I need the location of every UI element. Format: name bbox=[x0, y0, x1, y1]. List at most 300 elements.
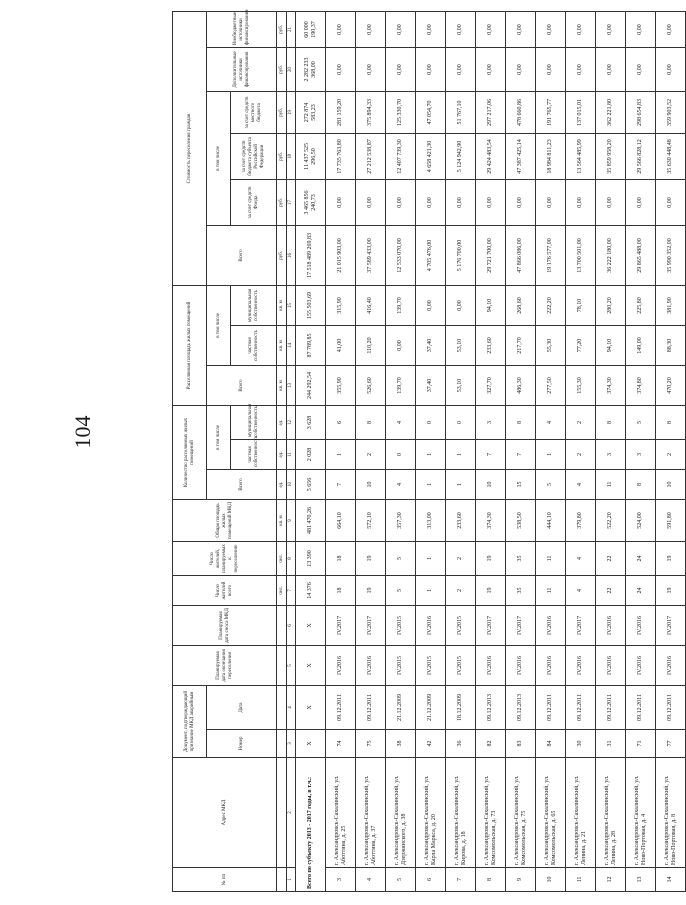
cell-doc-num: 30 bbox=[566, 730, 596, 758]
total-area-total: 244 292,54 bbox=[296, 365, 326, 405]
column-number-cell: 4 bbox=[287, 686, 296, 730]
column-number-cell: 14 bbox=[287, 325, 296, 365]
cell-doc-num: 83 bbox=[506, 730, 536, 758]
cell-area-private: 217,70 bbox=[506, 325, 536, 365]
cell-rooms-total: 7 bbox=[326, 470, 356, 500]
header-cost-subject: за счет средств бюджета субъекта Российской Федерации bbox=[231, 133, 277, 179]
cell-doc-num: 31 bbox=[596, 730, 626, 758]
cell-cost-subject: 35 630 448,48 bbox=[656, 133, 686, 179]
cell-rooms-municipal: 8 bbox=[356, 405, 386, 439]
cell-cost-local: 137 015,01 bbox=[566, 91, 596, 133]
unit-cell bbox=[277, 646, 287, 686]
cell-rooms-municipal: 3 bbox=[476, 405, 506, 439]
cell-relocation-end: IV.2016 bbox=[536, 646, 566, 686]
cell-cost-extra: 0,00 bbox=[416, 47, 446, 91]
column-number-cell: 21 bbox=[287, 11, 296, 47]
cell-relocation-end: IV.2016 bbox=[566, 646, 596, 686]
cell-cost-extra2: 0,00 bbox=[506, 11, 536, 47]
unit-cell: руб. bbox=[277, 47, 287, 91]
total-row bbox=[296, 11, 326, 891]
header-area-incl: в том числе bbox=[207, 285, 231, 365]
header-relocation-end: Планируемая дата окончания переселения bbox=[173, 646, 277, 686]
cell-residents-planned: 5 bbox=[386, 542, 416, 576]
cell-cost-local: 375 894,33 bbox=[356, 91, 386, 133]
cell-residents: 5 bbox=[386, 576, 416, 606]
cell-area-total: 470,20 bbox=[656, 365, 686, 405]
cell-cost-total: 35 990 352,00 bbox=[656, 225, 686, 285]
table-row bbox=[656, 11, 686, 891]
cell-cost-extra2: 0,00 bbox=[626, 11, 656, 47]
cell-area-private: 149,00 bbox=[626, 325, 656, 365]
cell-address: г. Александровск-Сахалинский, ул. Дзержинского, д. 38 bbox=[386, 758, 416, 868]
total-rooms-total: 5 656 bbox=[296, 470, 326, 500]
column-number-cell: 3 bbox=[287, 730, 296, 758]
unit-cell: кв. м bbox=[277, 285, 287, 325]
total-doc-num: X bbox=[296, 730, 326, 758]
cell-total-area: 522,20 bbox=[596, 500, 626, 542]
header-cost-incl: в том числе bbox=[207, 91, 231, 225]
cell-cost-subject: 5 124 942,90 bbox=[446, 133, 476, 179]
header-rooms-municipal: муниципальная собственность bbox=[231, 405, 277, 439]
cell-cost-fund: 0,00 bbox=[416, 179, 446, 225]
cell-doc-num: 75 bbox=[356, 730, 386, 758]
cell-area-private: 94,10 bbox=[596, 325, 626, 365]
cell-cost-subject: 27 212 538,87 bbox=[356, 133, 386, 179]
header-residents-planned: Число жителей, планируемых к переселению bbox=[173, 542, 277, 576]
cell-rooms-private: 0 bbox=[386, 440, 416, 470]
cell-cost-local: 47 054,70 bbox=[416, 91, 446, 133]
cell-rooms-municipal: 4 bbox=[536, 405, 566, 439]
cell-cost-fund: 0,00 bbox=[386, 179, 416, 225]
cell-residents-planned: 18 bbox=[326, 542, 356, 576]
cell-cost-subject: 17 735 763,80 bbox=[326, 133, 356, 179]
cell-rooms-municipal: 5 bbox=[626, 405, 656, 439]
cell-cost-extra2: 0,00 bbox=[386, 11, 416, 47]
cell-doc-date: 09.12.2013 bbox=[476, 686, 506, 730]
cell-area-private: 88,30 bbox=[656, 325, 686, 365]
cell-residents: 11 bbox=[536, 576, 566, 606]
cell-area-municipal: 222,20 bbox=[536, 285, 566, 325]
header-area-private: частная собственность bbox=[231, 325, 277, 365]
cell-cost-extra: 0,00 bbox=[326, 47, 356, 91]
cell-rooms-private: 1 bbox=[446, 440, 476, 470]
cell-total-area: 591,80 bbox=[656, 500, 686, 542]
cell-demolition-end: IV.2016 bbox=[626, 606, 656, 646]
relocation-table bbox=[172, 11, 686, 892]
column-number-cell: 7 bbox=[287, 576, 296, 606]
unit-cell: ед. bbox=[277, 470, 287, 500]
cell-total-area: 664,10 bbox=[326, 500, 356, 542]
header-doc-date: Дата bbox=[207, 686, 277, 730]
cell-cost-fund: 0,00 bbox=[356, 179, 386, 225]
table-body bbox=[173, 11, 686, 891]
cell-num: 3 bbox=[326, 868, 356, 892]
unit-cell bbox=[277, 686, 287, 730]
cell-cost-subject: 18 984 811,23 bbox=[536, 133, 566, 179]
cell-address: г. Александровск-Сахалинский, ул. Карла Маркса, д. 20 bbox=[416, 758, 446, 868]
total-cost-total: 17 518 489 269,83 bbox=[296, 225, 326, 285]
cell-num: 10 bbox=[536, 868, 566, 892]
cell-demolition-end: IV.2015 bbox=[446, 606, 476, 646]
cell-doc-date: 21.12.2009 bbox=[386, 686, 416, 730]
column-number-cell: 18 bbox=[287, 133, 296, 179]
cell-cost-total: 19 176 577,00 bbox=[536, 225, 566, 285]
unit-cell: руб. bbox=[277, 225, 287, 285]
cell-rooms-total: 4 bbox=[566, 470, 596, 500]
column-numbers-row bbox=[287, 11, 296, 891]
cell-relocation-end: IV.2016 bbox=[476, 646, 506, 686]
cell-rooms-private: 1 bbox=[416, 440, 446, 470]
cell-relocation-end: IV.2016 bbox=[626, 646, 656, 686]
total-area-municipal: 155 503,69 bbox=[296, 285, 326, 325]
cell-cost-local: 125 330,70 bbox=[386, 91, 416, 133]
cell-residents: 22 bbox=[596, 576, 626, 606]
cell-num: 12 bbox=[596, 868, 626, 892]
unit-cell: чел. bbox=[277, 576, 287, 606]
cell-rooms-private: 1 bbox=[326, 440, 356, 470]
cell-cost-local: 478 660,86 bbox=[506, 91, 536, 133]
cell-cost-local: 298 654,83 bbox=[626, 91, 656, 133]
cell-cost-subject: 29 566 828,12 bbox=[626, 133, 656, 179]
table-row bbox=[356, 11, 386, 891]
header-doc-num: Номер bbox=[207, 730, 277, 758]
cell-total-area: 233,60 bbox=[446, 500, 476, 542]
total-relocation-end: X bbox=[296, 646, 326, 686]
cell-relocation-end: IV.2015 bbox=[416, 646, 446, 686]
cell-rooms-total: 15 bbox=[506, 470, 536, 500]
cell-num: 6 bbox=[416, 868, 446, 892]
cell-cost-extra: 0,00 bbox=[386, 47, 416, 91]
cell-cost-total: 21 015 903,00 bbox=[326, 225, 356, 285]
cell-address: г. Александровск-Сахалинский, ул. Ленина, д. 28 bbox=[596, 758, 626, 868]
cell-cost-fund: 0,00 bbox=[476, 179, 506, 225]
total-rooms-private: 2 028 bbox=[296, 440, 326, 470]
cell-address: г. Александровск-Сахалинский, ул. Ново-Портовая, д. 8 bbox=[656, 758, 686, 868]
cell-doc-num: 38 bbox=[386, 730, 416, 758]
cell-area-total: 53,10 bbox=[446, 365, 476, 405]
cell-cost-subject: 12 407 739,30 bbox=[386, 133, 416, 179]
cell-cost-total: 37 589 433,00 bbox=[356, 225, 386, 285]
cell-address: г. Александровск-Сахалинский, ул. Комсомольская, д. 75 bbox=[506, 758, 536, 868]
cell-demolition-end: IV.2017 bbox=[476, 606, 506, 646]
cell-area-private: 53,10 bbox=[446, 325, 476, 365]
column-number-cell: 2 bbox=[287, 758, 296, 868]
total-area: 481 470,26 bbox=[296, 500, 326, 542]
cell-area-total: 486,30 bbox=[506, 365, 536, 405]
unit-cell bbox=[277, 758, 287, 868]
header-address: Адрес МКД bbox=[173, 758, 277, 868]
cell-cost-extra2: 0,00 bbox=[596, 11, 626, 47]
total-cost-local: 272 874 583,23 bbox=[296, 91, 326, 133]
unit-cell: ед. bbox=[277, 405, 287, 439]
unit-cell: руб. bbox=[277, 91, 287, 133]
cell-num: 4 bbox=[356, 868, 386, 892]
cell-doc-num: 74 bbox=[326, 730, 356, 758]
cell-cost-extra: 0,00 bbox=[626, 47, 656, 91]
cell-cost-local: 191 765,77 bbox=[536, 91, 566, 133]
cell-relocation-end: IV.2016 bbox=[356, 646, 386, 686]
cell-total-area: 357,30 bbox=[386, 500, 416, 542]
cell-residents-planned: 2 bbox=[446, 542, 476, 576]
table-row bbox=[506, 11, 536, 891]
cell-demolition-end: IV.2017 bbox=[356, 606, 386, 646]
cell-cost-extra2: 0,00 bbox=[446, 11, 476, 47]
cell-doc-date: 09.12.2011 bbox=[626, 686, 656, 730]
total-rooms-municipal: 3 628 bbox=[296, 405, 326, 439]
cell-area-municipal: 225,80 bbox=[626, 285, 656, 325]
unit-cell bbox=[277, 606, 287, 646]
cell-area-municipal: 268,60 bbox=[506, 285, 536, 325]
cell-rooms-total: 8 bbox=[626, 470, 656, 500]
cell-doc-date: 21.12.2009 bbox=[416, 686, 446, 730]
cell-cost-fund: 0,00 bbox=[626, 179, 656, 225]
cell-area-private: 77,20 bbox=[566, 325, 596, 365]
unit-cell: кв. м bbox=[277, 365, 287, 405]
column-number-cell: 12 bbox=[287, 405, 296, 439]
table-row bbox=[386, 11, 416, 891]
header-rooms-total: Всего bbox=[207, 470, 277, 500]
cell-area-municipal: 381,90 bbox=[656, 285, 686, 325]
cell-cost-total: 47 866 086,00 bbox=[506, 225, 536, 285]
cell-area-total: 277,50 bbox=[536, 365, 566, 405]
total-label: Всего по субъекту 2013 - 2017 годы, в т.ч.: bbox=[296, 758, 326, 892]
cell-doc-date: 18.12.2009 bbox=[446, 686, 476, 730]
table-row bbox=[626, 11, 656, 891]
cell-residents: 2 bbox=[446, 576, 476, 606]
cell-residents-planned: 35 bbox=[506, 542, 536, 576]
total-cost-fund: 3 465 856 240,73 bbox=[296, 179, 326, 225]
cell-address: г. Александровск-Сахалинский, ул. Комсомольская, д. 73 bbox=[476, 758, 506, 868]
cell-area-private: 55,30 bbox=[536, 325, 566, 365]
cell-area-total: 327,70 bbox=[476, 365, 506, 405]
cell-relocation-end: IV.2015 bbox=[446, 646, 476, 686]
cell-rooms-private: 7 bbox=[476, 440, 506, 470]
cell-area-private: 0,00 bbox=[386, 325, 416, 365]
cell-total-area: 379,80 bbox=[566, 500, 596, 542]
cell-rooms-total: 10 bbox=[476, 470, 506, 500]
cell-residents-planned: 4 bbox=[566, 542, 596, 576]
cell-area-municipal: 94,10 bbox=[476, 285, 506, 325]
unit-cell: руб. bbox=[277, 133, 287, 179]
cell-rooms-total: 5 bbox=[536, 470, 566, 500]
header-residents: Число жителей всего bbox=[173, 576, 277, 606]
cell-demolition-end: IV.2017 bbox=[326, 606, 356, 646]
cell-rooms-municipal: 0 bbox=[446, 405, 476, 439]
cell-cost-local: 297 217,06 bbox=[476, 91, 506, 133]
table-row bbox=[446, 11, 476, 891]
table-row bbox=[566, 11, 596, 891]
cell-cost-local: 281 159,20 bbox=[326, 91, 356, 133]
cell-cost-extra: 0,00 bbox=[506, 47, 536, 91]
total-cost-subject: 11 437 525 296,50 bbox=[296, 133, 326, 179]
cell-cost-total: 5 176 700,00 bbox=[446, 225, 476, 285]
cell-num: 11 bbox=[566, 868, 596, 892]
header-cost-extra2: Внебюджетные источники финансирования bbox=[207, 11, 277, 47]
cell-residents: 19 bbox=[476, 576, 506, 606]
cell-relocation-end: IV.2016 bbox=[656, 646, 686, 686]
cell-address: г. Александровск-Сахалинский, ул. Ново-Портовая, д. 4 bbox=[626, 758, 656, 868]
cell-rooms-private: 2 bbox=[566, 440, 596, 470]
cell-address: г. Александровск-Сахалинский, ул. Аботтина, д. 37 bbox=[356, 758, 386, 868]
cell-cost-extra: 0,00 bbox=[566, 47, 596, 91]
cell-rooms-total: 11 bbox=[596, 470, 626, 500]
cell-cost-extra: 0,00 bbox=[656, 47, 686, 91]
header-area-municipal: муниципальная собственность bbox=[231, 285, 277, 325]
cell-num: 14 bbox=[656, 868, 686, 892]
cell-residents: 19 bbox=[356, 576, 386, 606]
cell-total-area: 524,00 bbox=[626, 500, 656, 542]
cell-demolition-end: IV.2015 bbox=[386, 606, 416, 646]
header-cost-group: Стоимость переселения граждан bbox=[173, 11, 207, 285]
column-number-cell: 8 bbox=[287, 542, 296, 576]
unit-cell bbox=[277, 868, 287, 892]
cell-cost-fund: 0,00 bbox=[656, 179, 686, 225]
unit-cell: кв. м bbox=[277, 325, 287, 365]
cell-cost-extra2: 0,00 bbox=[536, 11, 566, 47]
cell-cost-fund: 0,00 bbox=[446, 179, 476, 225]
cell-area-municipal: 78,10 bbox=[566, 285, 596, 325]
cell-address: г. Александровск-Сахалинский, ул. Аботтина, д. 25 bbox=[326, 758, 356, 868]
cell-rooms-private: 3 bbox=[596, 440, 626, 470]
column-number-cell: 9 bbox=[287, 500, 296, 542]
cell-doc-date: 09.12.2011 bbox=[536, 686, 566, 730]
cell-rooms-total: 4 bbox=[386, 470, 416, 500]
cell-cost-extra: 0,00 bbox=[476, 47, 506, 91]
table-wrapper bbox=[172, 9, 677, 892]
cell-cost-total: 36 222 180,00 bbox=[596, 225, 626, 285]
cell-cost-extra2: 0,00 bbox=[326, 11, 356, 47]
unit-cell: руб. bbox=[277, 11, 287, 47]
cell-doc-date: 09.12.2011 bbox=[566, 686, 596, 730]
header-cost-total: Всего bbox=[207, 225, 277, 285]
cell-rooms-total: 10 bbox=[656, 470, 686, 500]
cell-cost-fund: 0,00 bbox=[596, 179, 626, 225]
cell-doc-date: 09.12.2011 bbox=[596, 686, 626, 730]
cell-address: г. Александровск-Сахалинский, ул. Кирова, д. 18 bbox=[446, 758, 476, 868]
units-row bbox=[277, 11, 287, 891]
page-number: 104 bbox=[70, 415, 95, 449]
cell-cost-subject: 47 387 425,14 bbox=[506, 133, 536, 179]
cell-relocation-end: IV.2016 bbox=[506, 646, 536, 686]
cell-num: 8 bbox=[476, 868, 506, 892]
cell-residents-planned: 19 bbox=[476, 542, 506, 576]
cell-area-total: 374,80 bbox=[626, 365, 656, 405]
cell-rooms-municipal: 0 bbox=[416, 405, 446, 439]
cell-area-private: 37,40 bbox=[416, 325, 446, 365]
cell-residents: 19 bbox=[656, 576, 686, 606]
cell-demolition-end: IV.2017 bbox=[566, 606, 596, 646]
cell-cost-fund: 0,00 bbox=[536, 179, 566, 225]
cell-doc-date: 09.12.2011 bbox=[326, 686, 356, 730]
column-number-cell: 5 bbox=[287, 646, 296, 686]
cell-num: 5 bbox=[386, 868, 416, 892]
cell-doc-num: 42 bbox=[416, 730, 446, 758]
cell-cost-local: 362 221,80 bbox=[596, 91, 626, 133]
cell-area-municipal: 0,00 bbox=[416, 285, 446, 325]
cell-doc-num: 82 bbox=[476, 730, 506, 758]
total-demolition-end: X bbox=[296, 606, 326, 646]
cell-rooms-private: 1 bbox=[536, 440, 566, 470]
total-residents: 14 376 bbox=[296, 576, 326, 606]
cell-rooms-municipal: 8 bbox=[596, 405, 626, 439]
cell-cost-extra2: 0,00 bbox=[356, 11, 386, 47]
cell-num: 13 bbox=[626, 868, 656, 892]
column-number-cell: 19 bbox=[287, 91, 296, 133]
cell-demolition-end: IV.2017 bbox=[656, 606, 686, 646]
header-cost-extra: Дополнительные источники финансирования bbox=[207, 47, 277, 91]
cell-rooms-private: 2 bbox=[656, 440, 686, 470]
cell-rooms-total: 10 bbox=[356, 470, 386, 500]
cell-cost-total: 13 700 501,00 bbox=[566, 225, 596, 285]
cell-area-municipal: 280,20 bbox=[596, 285, 626, 325]
cell-cost-fund: 0,00 bbox=[566, 179, 596, 225]
cell-address: г. Александровск-Сахалинский, ул. Комсомольская, д. 65 bbox=[536, 758, 566, 868]
cell-doc-num: 36 bbox=[446, 730, 476, 758]
table-row bbox=[596, 11, 626, 891]
cell-doc-date: 09.12.2011 bbox=[656, 686, 686, 730]
cell-residents: 1 bbox=[416, 576, 446, 606]
cell-rooms-private: 7 bbox=[506, 440, 536, 470]
cell-doc-date: 09.12.2011 bbox=[356, 686, 386, 730]
cell-area-private: 110,20 bbox=[356, 325, 386, 365]
unit-cell: ед. bbox=[277, 440, 287, 470]
cell-area-total: 374,30 bbox=[596, 365, 626, 405]
cell-area-private: 41,00 bbox=[326, 325, 356, 365]
cell-area-total: 37,40 bbox=[416, 365, 446, 405]
cell-area-municipal: 315,90 bbox=[326, 285, 356, 325]
cell-doc-num: 71 bbox=[626, 730, 656, 758]
cell-num: 9 bbox=[506, 868, 536, 892]
header-rooms-incl: в том числе bbox=[207, 405, 231, 469]
total-area-private: 87 789,85 bbox=[296, 325, 326, 365]
cell-residents-planned: 11 bbox=[536, 542, 566, 576]
cell-cost-fund: 0,00 bbox=[506, 179, 536, 225]
unit-cell: чел. bbox=[277, 542, 287, 576]
cell-doc-date: 09.12.2013 bbox=[506, 686, 536, 730]
header-row-1 bbox=[173, 11, 207, 891]
cell-rooms-private: 2 bbox=[356, 440, 386, 470]
column-number-cell: 10 bbox=[287, 470, 296, 500]
column-number-cell: 11 bbox=[287, 440, 296, 470]
cell-cost-extra: 0,00 bbox=[596, 47, 626, 91]
cell-total-area: 313,00 bbox=[416, 500, 446, 542]
column-number-cell: 6 bbox=[287, 606, 296, 646]
cell-cost-subject: 29 424 483,54 bbox=[476, 133, 506, 179]
cell-demolition-end: IV.2016 bbox=[536, 606, 566, 646]
cell-residents-planned: 1 bbox=[416, 542, 446, 576]
cell-relocation-end: IV.2016 bbox=[596, 646, 626, 686]
total-doc-date: X bbox=[296, 686, 326, 730]
header-area-total: Всего bbox=[207, 365, 277, 405]
cell-rooms-municipal: 4 bbox=[386, 405, 416, 439]
cell-cost-extra2: 0,00 bbox=[566, 11, 596, 47]
table-row bbox=[416, 11, 446, 891]
column-number-cell: 17 bbox=[287, 179, 296, 225]
cell-area-private: 233,60 bbox=[476, 325, 506, 365]
cell-cost-subject: 35 859 958,20 bbox=[596, 133, 626, 179]
unit-cell: руб. bbox=[277, 179, 287, 225]
cell-cost-subject: 4 658 421,30 bbox=[416, 133, 446, 179]
cell-area-total: 526,60 bbox=[356, 365, 386, 405]
header-area-group: Расселяемая площадь жилых помещений bbox=[173, 285, 207, 405]
header-doc-group: Документ, подтверждающий признание МКД аварийным bbox=[173, 686, 207, 758]
cell-cost-local: 359 903,52 bbox=[656, 91, 686, 133]
cell-cost-total: 4 705 476,00 bbox=[416, 225, 446, 285]
cell-cost-extra: 0,00 bbox=[356, 47, 386, 91]
cell-rooms-municipal: 8 bbox=[506, 405, 536, 439]
header-rooms-private: частная собственность bbox=[231, 440, 277, 470]
cell-total-area: 374,30 bbox=[476, 500, 506, 542]
